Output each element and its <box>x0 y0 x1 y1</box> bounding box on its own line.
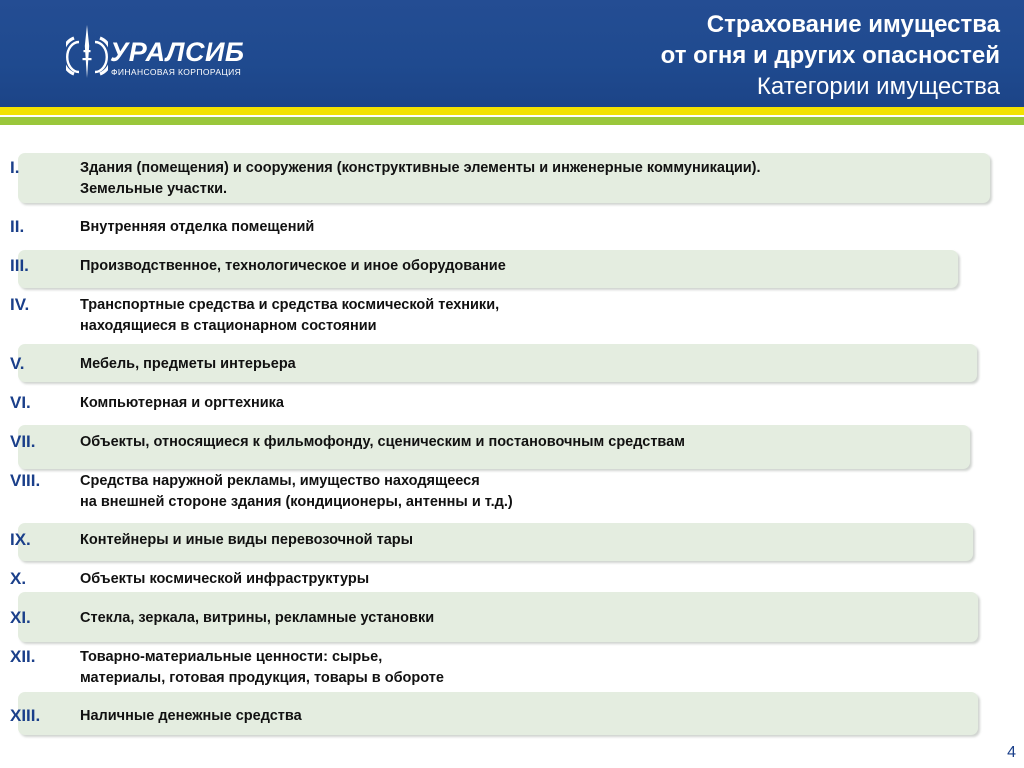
category-text <box>80 569 369 590</box>
category-numeral: III. <box>10 256 29 275</box>
category-numeral: IX. <box>10 530 31 549</box>
category-text-line: Здания (помещения) и сооружения (конструктивные элементы и инженерные коммуникации). <box>80 160 761 176</box>
category-text <box>80 354 296 375</box>
category-text <box>80 295 499 337</box>
logo-name: УРАЛСИБ <box>110 37 245 67</box>
category-text-line: Контейнеры и иные виды перевозочной тары <box>80 532 414 548</box>
page-number: 4 <box>1007 744 1016 761</box>
category-text <box>80 706 302 727</box>
category-text-line: Производственное, технологическое и иное оборудование <box>80 258 506 274</box>
category-text-line: Объекты космической инфраструктуры <box>80 571 370 587</box>
category-text-line: Транспортные средства и средства космической техники, <box>80 297 500 313</box>
category-numeral: VIII. <box>10 471 41 490</box>
category-text <box>80 647 444 689</box>
category-text-line: Наличные денежные средства <box>80 708 302 724</box>
category-text-line: Средства наружной рекламы, имущество находящееся <box>80 473 480 489</box>
category-numeral: X. <box>10 569 27 588</box>
category-text-line: Компьютерная и оргтехника <box>80 395 284 411</box>
category-numeral: VII. <box>10 432 36 451</box>
category-numeral: V. <box>10 354 25 373</box>
category-text-line: Внутренняя отделка помещений <box>80 219 315 235</box>
category-text-line: материалы, готовая продукция, товары в обороте <box>80 670 444 686</box>
category-text <box>80 471 513 513</box>
category-text-line: на внешней стороне здания (кондиционеры, антенны и т.д.) <box>80 494 513 510</box>
title-line-2: от огня и других опасностей <box>660 42 1000 69</box>
title-line-1: Страхование имущества <box>706 11 1000 38</box>
category-numeral: XIII. <box>10 706 41 725</box>
category-numeral: IV. <box>10 295 30 314</box>
category-text-line: Объекты, относящиеся к фильмофонду, сценическим и постановочным средствам <box>80 434 685 450</box>
slide-subtitle: Категории имущества <box>756 73 1000 100</box>
category-numeral: I. <box>10 158 20 177</box>
category-text <box>80 432 685 453</box>
category-text-line: Стекла, зеркала, витрины, рекламные установки <box>80 610 435 626</box>
category-text <box>80 393 284 414</box>
category-numeral: XII. <box>10 647 36 666</box>
category-numeral: VI. <box>10 393 31 412</box>
category-numeral: II. <box>10 217 25 236</box>
category-text-line: Мебель, предметы интерьера <box>80 356 296 372</box>
category-numeral: XI. <box>10 608 31 627</box>
category-text-line: Земельные участки. <box>80 181 228 197</box>
logo-tagline: ФИНАНСОВАЯ КОРПОРАЦИЯ <box>111 67 242 77</box>
category-text <box>80 217 314 238</box>
category-text-line: находящиеся в стационарном состоянии <box>80 318 377 334</box>
category-text <box>80 158 761 200</box>
category-text <box>80 256 506 277</box>
category-text <box>80 608 434 629</box>
category-text <box>80 530 413 551</box>
category-text-line: Товарно-материальные ценности: сырье, <box>80 649 383 665</box>
